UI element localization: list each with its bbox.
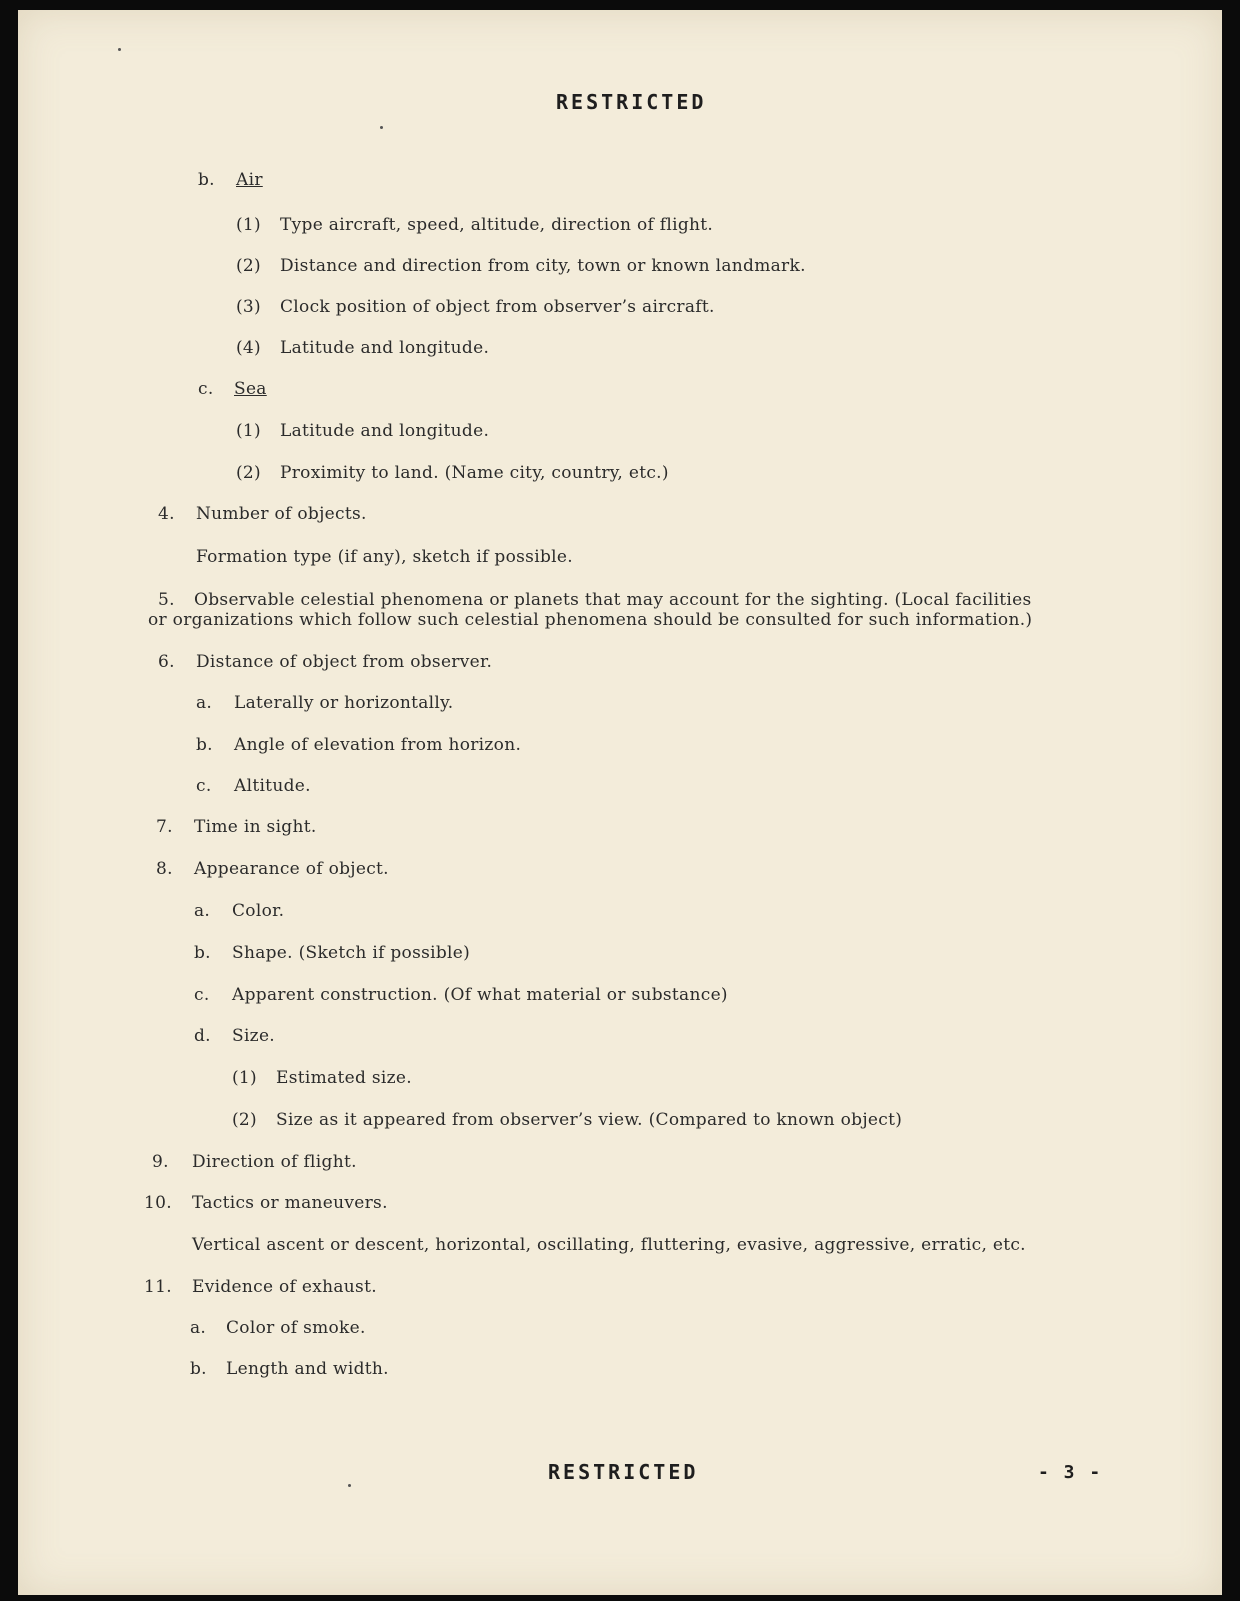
list-item-text: Shape. (Sketch if possible) [232, 943, 471, 963]
list-item-text: Evidence of exhaust. [192, 1277, 377, 1297]
list-item-text: Laterally or horizontally. [234, 693, 454, 713]
list-item [158, 652, 492, 672]
list-item [194, 1026, 275, 1046]
list-item-text: Observable celestial phenomena or planets that may account for the sighting. (Local facilities [194, 590, 1032, 610]
section-heading: Air [236, 170, 263, 190]
list-item-text: Tactics or maneuvers. [192, 1193, 388, 1213]
list-marker: (1) [236, 421, 261, 441]
list-marker: a. [190, 1318, 207, 1338]
list-marker: 9. [152, 1152, 169, 1172]
list-marker: a. [194, 901, 211, 921]
list-item-text: Latitude and longitude. [280, 338, 490, 358]
list-item-text: Proximity to land. (Name city, country, etc.) [280, 463, 669, 483]
list-marker: (2) [236, 463, 261, 483]
list-item [232, 1110, 902, 1130]
list-marker: c. [196, 776, 212, 796]
list-marker: (2) [232, 1110, 257, 1130]
list-item-text: Altitude. [234, 776, 311, 796]
list-marker: b. [198, 170, 215, 190]
list-item [144, 1277, 377, 1297]
list-marker: 4. [158, 504, 175, 524]
list-item-text: Latitude and longitude. [280, 421, 490, 441]
list-item [156, 817, 317, 837]
list-item-text: Distance and direction from city, town or known landmark. [280, 256, 806, 276]
list-item [236, 463, 669, 483]
page-number: - 3 - [1038, 1462, 1103, 1483]
list-item [196, 693, 454, 713]
list-item [152, 1152, 357, 1172]
list-item [194, 985, 728, 1005]
document-page [18, 10, 1222, 1595]
list-item-note: Formation type (if any), sketch if possible. [196, 547, 573, 567]
list-item-text: Size as it appeared from observer’s view. (Compared to known object) [276, 1110, 903, 1130]
scan-speck [380, 126, 383, 129]
list-marker: (4) [236, 338, 261, 358]
list-marker: d. [194, 1026, 211, 1046]
list-marker: 10. [144, 1193, 172, 1213]
list-item-text: Size. [232, 1026, 276, 1046]
list-item-text: Estimated size. [276, 1068, 412, 1088]
list-item [158, 504, 367, 524]
section-c-sea [198, 379, 267, 399]
list-marker: 8. [156, 859, 173, 879]
list-marker: 5. [158, 590, 175, 610]
list-marker: (1) [232, 1068, 257, 1088]
list-marker: b. [190, 1359, 207, 1379]
list-item-text: Direction of flight. [192, 1152, 357, 1172]
list-item [232, 1068, 412, 1088]
scan-speck [118, 48, 121, 51]
list-item [236, 338, 489, 358]
list-item [196, 735, 521, 755]
list-item-text: Number of objects. [196, 504, 367, 524]
list-marker: c. [194, 985, 210, 1005]
list-item-text: Apparent construction. (Of what material or substance) [232, 985, 728, 1005]
list-marker: (3) [236, 297, 261, 317]
list-item [156, 859, 389, 879]
list-marker: 11. [144, 1277, 172, 1297]
list-item [236, 421, 489, 441]
section-b-air [198, 170, 263, 190]
list-item [158, 590, 1032, 610]
list-item [194, 901, 284, 921]
list-item [236, 215, 713, 235]
list-item-text: Appearance of object. [194, 859, 389, 879]
classification-footer: RESTRICTED [548, 1460, 699, 1484]
list-item [190, 1318, 366, 1338]
list-marker: b. [194, 943, 211, 963]
list-item-text: Distance of object from observer. [196, 652, 493, 672]
list-item-continuation: or organizations which follow such celestial phenomena should be consulted for such information.) [148, 610, 1033, 630]
list-marker: 6. [158, 652, 175, 672]
list-marker: c. [198, 379, 214, 399]
list-item-text: Type aircraft, speed, altitude, direction of flight. [280, 215, 714, 235]
list-marker: b. [196, 735, 213, 755]
scan-speck [348, 1484, 351, 1487]
list-item-text: Color. [232, 901, 285, 921]
list-item-text: Angle of elevation from horizon. [234, 735, 522, 755]
list-item [236, 256, 806, 276]
list-marker: 7. [156, 817, 173, 837]
list-item-text: Clock position of object from observer’s aircraft. [280, 297, 715, 317]
list-item-text: Time in sight. [194, 817, 317, 837]
list-item [190, 1359, 389, 1379]
classification-header: RESTRICTED [556, 90, 707, 114]
list-item-text: Length and width. [226, 1359, 389, 1379]
list-item [196, 776, 311, 796]
section-heading: Sea [234, 379, 267, 399]
list-item [194, 943, 470, 963]
list-item-note: Vertical ascent or descent, horizontal, oscillating, fluttering, evasive, aggressive, erratic, etc. [192, 1235, 1026, 1255]
list-marker: a. [196, 693, 213, 713]
list-marker: (1) [236, 215, 261, 235]
list-marker: (2) [236, 256, 261, 276]
list-item [144, 1193, 388, 1213]
list-item [236, 297, 715, 317]
list-item-text: Color of smoke. [226, 1318, 366, 1338]
